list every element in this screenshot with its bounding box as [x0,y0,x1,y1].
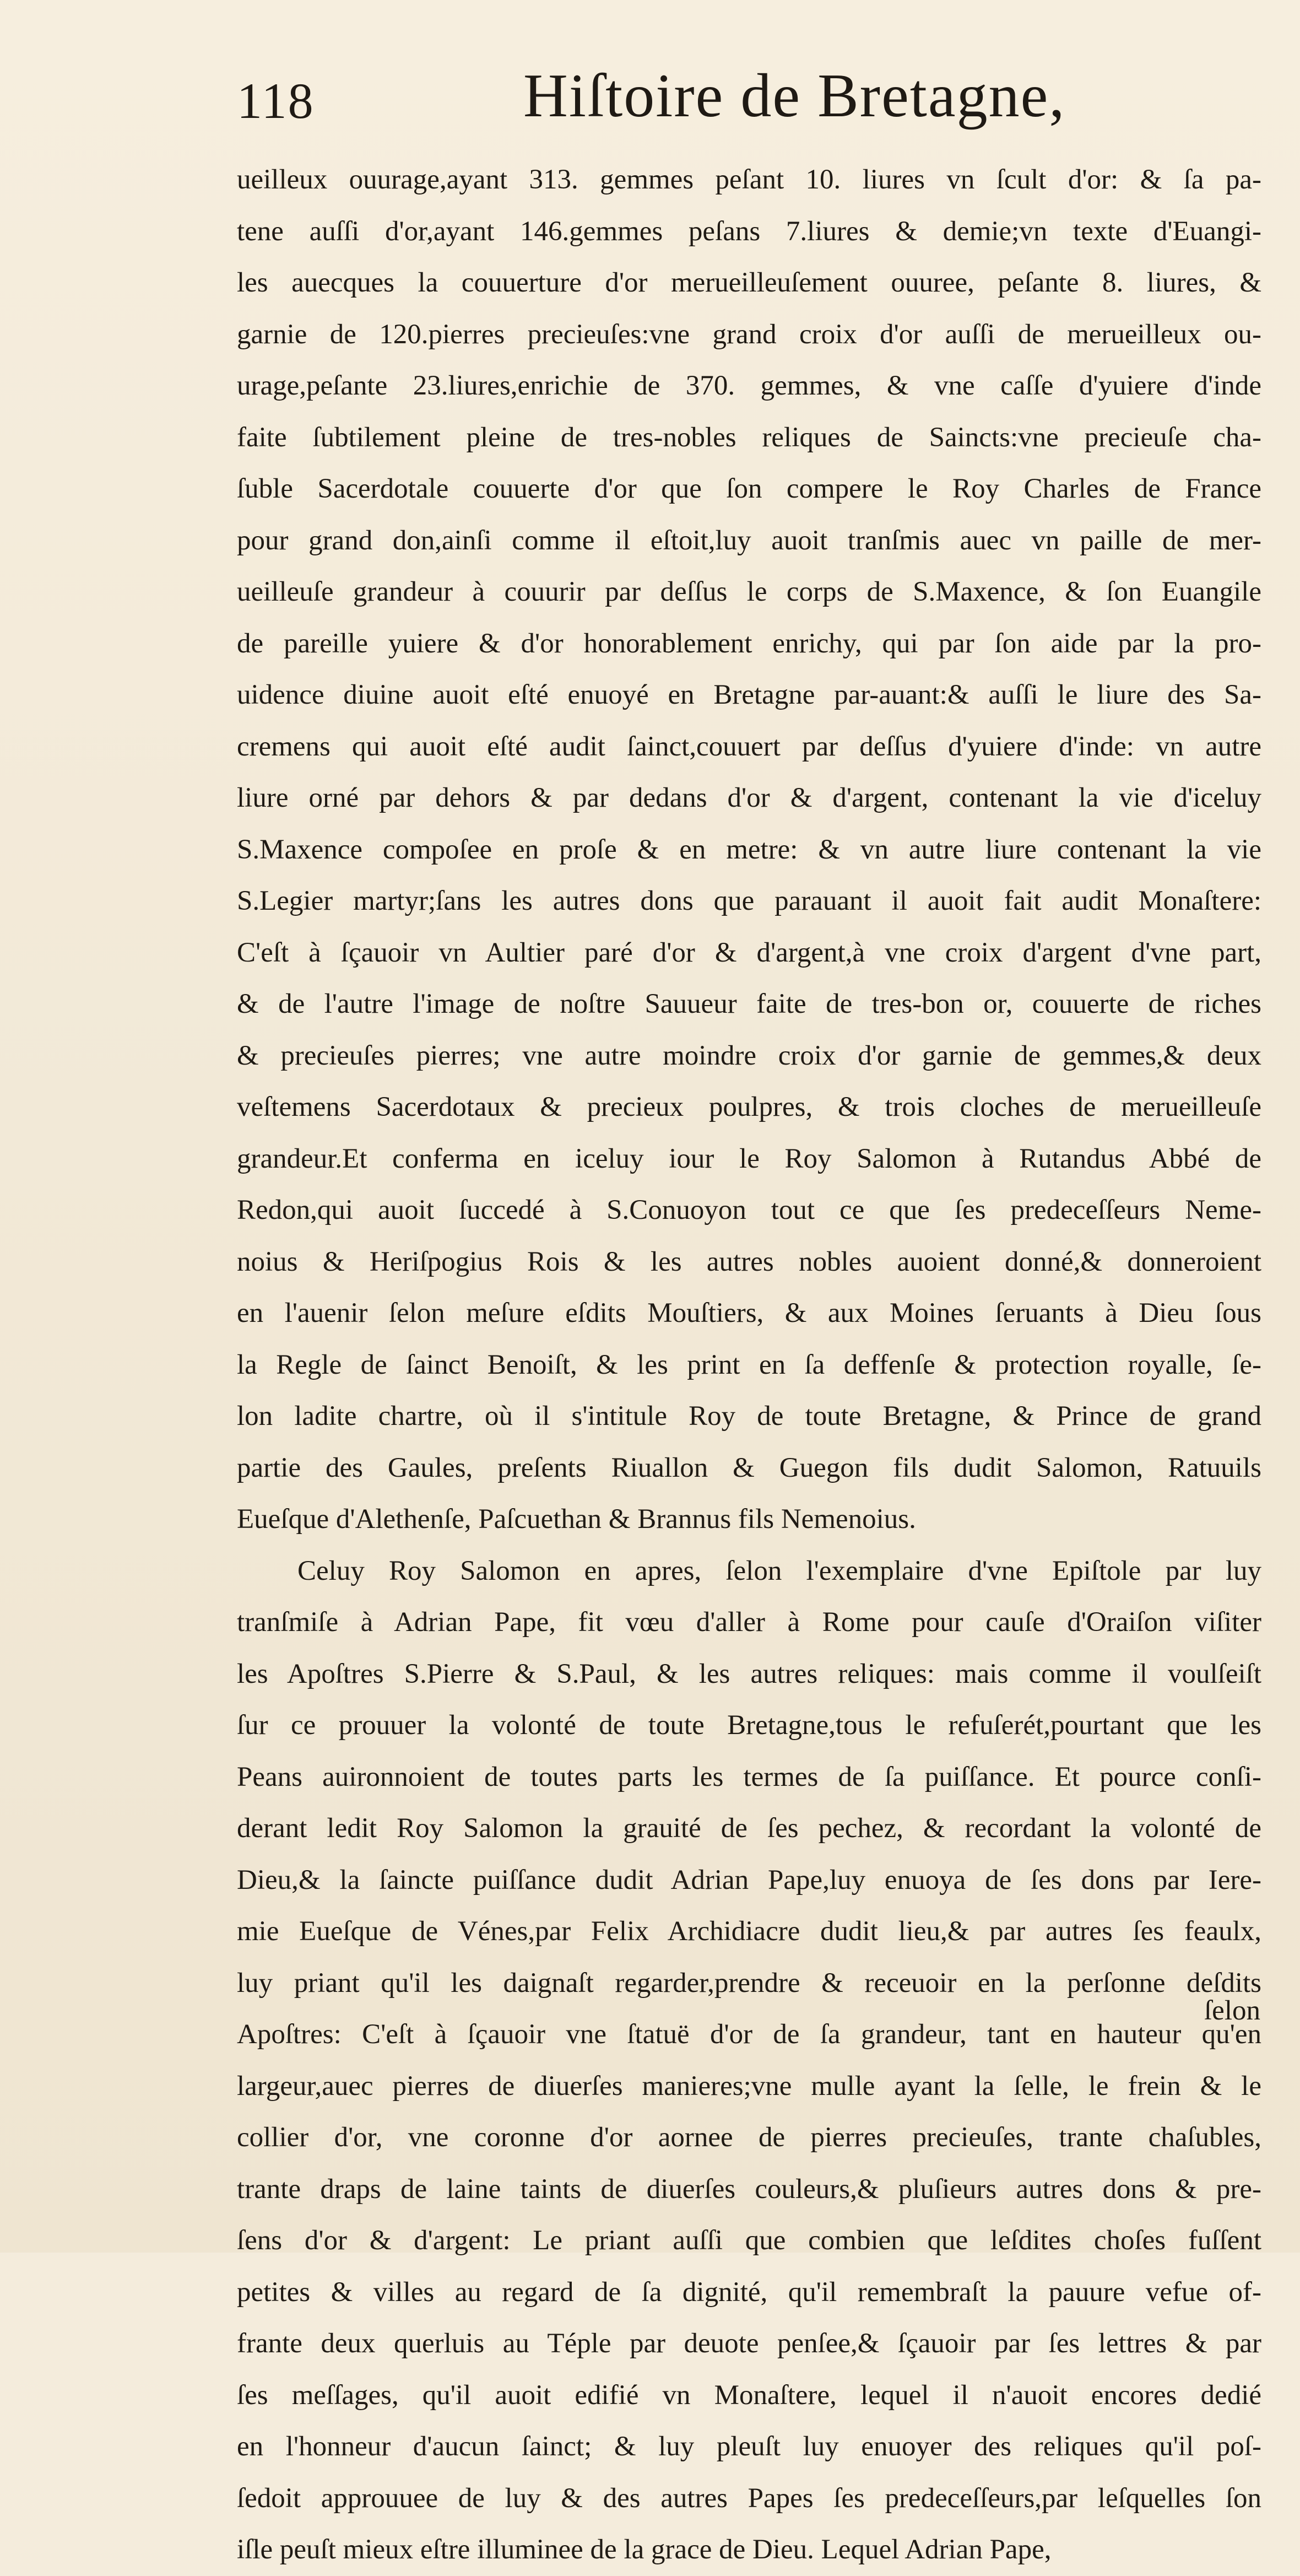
text-line: garnie de 120.pierres precieuſes:vne grand croix d'or auſſi de merueilleux ou- [237,318,1261,350]
page-number: 118 [237,73,315,129]
text-line: S.Legier martyr;ſans les autres dons que parauant il auoit fait audit Monaſtere: [237,885,1261,916]
text-line: liure orné par dehors & par dedans d'or & d'argent, contenant la vie d'iceluy [237,782,1261,813]
text-line: ſes meſſages, qu'il auoit edifié vn Monaſtere, lequel il n'auoit encores dedié [237,2379,1261,2411]
catchword: ſelon [1204,1995,1260,2026]
text-line: Celuy Roy Salomon en apres, ſelon l'exemplaire d'vne Epiſtole par luy [297,1555,1261,1586]
text-line: frante deux querluis au Téple par deuote penſee,& ſçauoir par ſes lettres & par [237,2328,1261,2359]
text-line: & de l'autre l'image de noſtre Sauueur faite de tres-bon or, couuerte de riches [237,989,1261,1019]
text-line: ſuble Sacerdotale couuerte d'or que ſon compere le Roy Charles de France [237,473,1261,504]
text-line: iſle peuſt mieux eſtre illuminee de la grace de Dieu. Lequel Adrian Pape, [237,2534,1052,2565]
text-line: mie Eueſque de Vénes,par Felix Archidiacre dudit lieu,& par autres ſes feaulx, [237,1916,1261,1947]
text-line: les Apoſtres S.Pierre & S.Paul, & les autres reliques: mais comme il voulſeiſt [237,1658,1261,1689]
text-line: trante draps de laine taints de diuerſes couleurs,& pluſieurs autres dons & pre- [237,2173,1261,2205]
text-line: Apoſtres: C'eſt à ſçauoir vne ſtatuë d'or de ſa grandeur, tant en hauteur qu'en [237,2019,1261,2050]
text-line: ueilleux ouurage,ayant 313. gemmes peſant 10. liures vn ſcult d'or: & ſa pa- [237,164,1261,195]
text-line: urage,peſante 23.liures,enrichie de 370. gemmes, & vne caſſe d'yuiere d'inde [237,370,1261,401]
text-line: luy priant qu'il les daignaſt regarder,prendre & receuoir en la perſonne deſdits [237,1967,1261,1999]
text-line: largeur,auec pierres de diuerſes manieres;vne mulle ayant la ſelle, le frein & le [237,2070,1261,2102]
text-line: noius & Heriſpogius Rois & les autres nobles auoient donné,& donneroient [237,1246,1261,1277]
running-title: Hiſtoire de Bretagne, [523,62,1066,130]
text-line: veſtemens Sacerdotaux & precieux poulpres, & trois cloches de merueilleuſe [237,1092,1261,1122]
text-line: faite ſubtilement pleine de tres-nobles reliques de Saincts:vne precieuſe cha- [237,422,1261,453]
text-line: en l'honneur d'aucun ſainct; & luy pleuſt luy enuoyer des reliques qu'il poſ- [237,2431,1261,2462]
text-line: uidence diuine auoit eſté enuoyé en Bretagne par-auant:& auſſi le liure des Sa- [237,679,1261,710]
text-line: les auecques la couuerture d'or merueilleuſement ouuree, peſante 8. liures, & [237,267,1261,298]
text-line: tranſmiſe à Adrian Pape, fit vœu d'aller à Rome pour cauſe d'Oraiſon viſiter [237,1607,1261,1638]
text-line: ſur ce prouuer la volonté de toute Bretagne,tous le refuſerét,pourtant que les [237,1710,1261,1741]
text-line: lon ladite chartre, où il s'intitule Roy de toute Bretagne, & Prince de grand [237,1401,1261,1432]
text-line: Redon,qui auoit ſuccedé à S.Conuoyon tout ce que ſes predeceſſeurs Neme- [237,1195,1261,1225]
text-line: en l'auenir ſelon meſure eſdits Mouſtiers, & aux Moines ſeruants à Dieu ſous [237,1298,1261,1328]
text-line: S.Maxence compoſee en proſe & en metre: & vn autre liure contenant la vie [237,834,1261,865]
text-line: Eueſque d'Alethenſe, Paſcuethan & Brannus fils Nemenoius. [237,1504,916,1535]
text-line: partie des Gaules, preſents Riuallon & Guegon fils dudit Salomon, Ratuuils [237,1452,1261,1483]
text-line: grandeur.Et conferma en iceluy iour le Roy Salomon à Rutandus Abbé de [237,1143,1261,1174]
text-line: derant ledit Roy Salomon la grauité de ſes pechez, & recordant la volonté de [237,1813,1261,1844]
page-header [237,61,1283,143]
body-text [237,154,1261,2576]
text-line: ſens d'or & d'argent: Le priant auſſi que combien que leſdites choſes fuſſent [237,2225,1261,2256]
text-line: C'eſt à ſçauoir vn Aultier paré d'or & d'argent,à vne croix d'argent d'vne part, [237,937,1261,968]
text-line: tene auſſi d'or,ayant 146.gemmes peſans 7.liures & demie;vn texte d'Euangi- [237,215,1261,247]
text-line: & precieuſes pierres; vne autre moindre croix d'or garnie de gemmes,& deux [237,1040,1261,1071]
text-line: ueilleuſe grandeur à couurir par deſſus le corps de S.Maxence, & ſon Euangile [237,576,1261,607]
text-line: Dieu,& la ſaincte puiſſance dudit Adrian Pape,luy enuoya de ſes dons par Iere- [237,1864,1261,1895]
text-line: ſedoit approuuee de luy & des autres Papes ſes predeceſſeurs,par leſquelles ſon [237,2482,1261,2514]
text-line: collier d'or, vne coronne d'or aornee de pierres precieuſes, trante chaſubles, [237,2122,1261,2153]
text-line: Peans auironnoient de toutes parts les termes de ſa puiſſance. Et pource conſi- [237,1761,1261,1792]
text-line: la Regle de ſainct Benoiſt, & les print en ſa deffenſe & protection royalle, ſe- [237,1349,1261,1380]
text-line: cremens qui auoit eſté audit ſainct,couuert par deſſus d'yuiere d'inde: vn autre [237,731,1261,762]
text-line: pour grand don,ainſi comme il eſtoit,luy auoit tranſmis auec vn paille de mer- [237,525,1261,556]
text-line: petites & villes au regard de ſa dignité, qu'il remembraſt la pauure vefue of- [237,2276,1261,2308]
text-line: de pareille yuiere & d'or honorablement enrichy, qui par ſon aide par la pro- [237,628,1261,659]
